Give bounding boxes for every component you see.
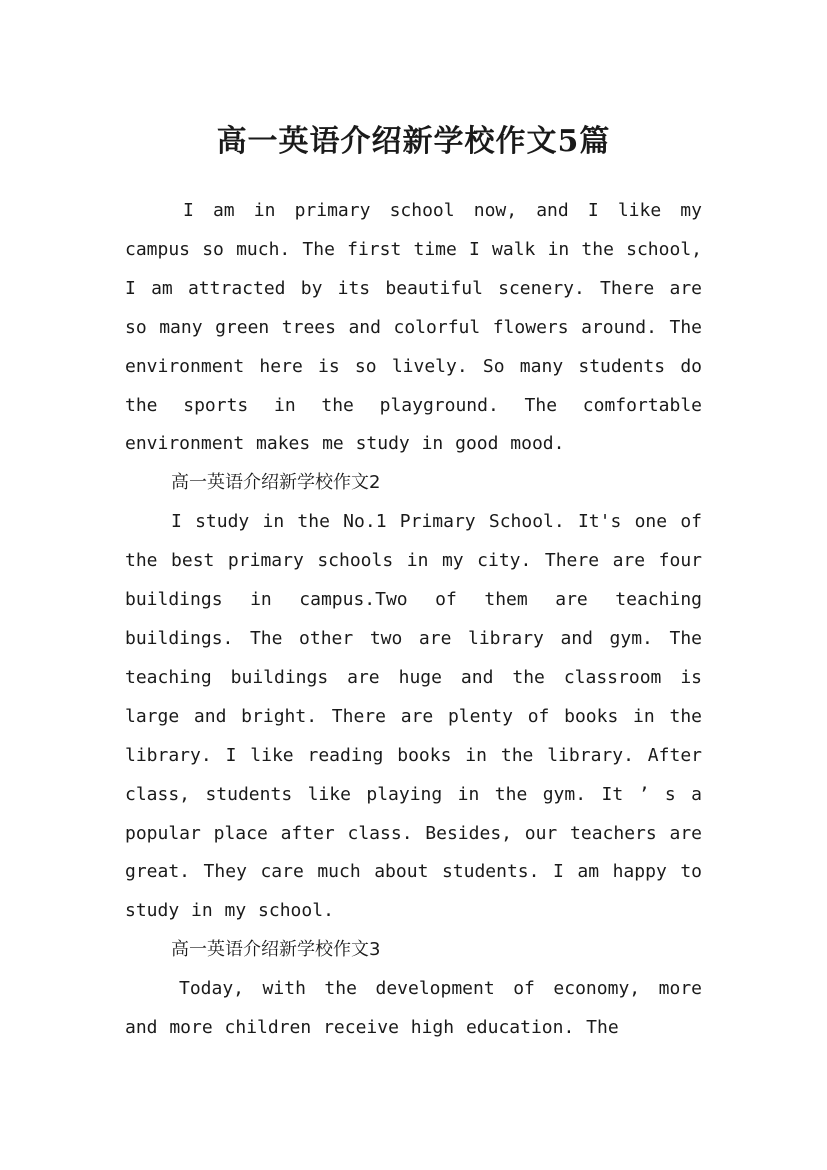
section-heading-2: 高一英语介绍新学校作文2 bbox=[171, 472, 381, 494]
section-heading-3: 高一英语介绍新学校作文3 bbox=[171, 939, 381, 961]
document-body bbox=[125, 192, 702, 1048]
paragraph-2: I study in the No.1 Primary School. It's one of the best primary schools in my city. There are four buildings in campus.Two of them are teaching buildings. The other two are library and gym. The teaching buildings are huge and the classroom is large and bright. There are plenty of books in the library. I like reading books in the library. After class, students like playing in the gym. It ’ s a popular place after class. Besides, our teachers are great. They care much about students. I am happy to study in my school. bbox=[125, 511, 702, 922]
paragraph-1: I am in primary school now, and I like my campus so much. The first time I walk in the school, I am attracted by its beautiful scenery. There are so many green trees and colorful flowers around. The environment here is so lively. So many students do the sports in the playground. The comfortable environment makes me study in good mood. bbox=[125, 200, 702, 455]
paragraph-3: Today, with the development of economy, more and more children receive high education. The bbox=[125, 978, 702, 1039]
document-title: 高一英语介绍新学校作文5篇 bbox=[216, 124, 611, 160]
